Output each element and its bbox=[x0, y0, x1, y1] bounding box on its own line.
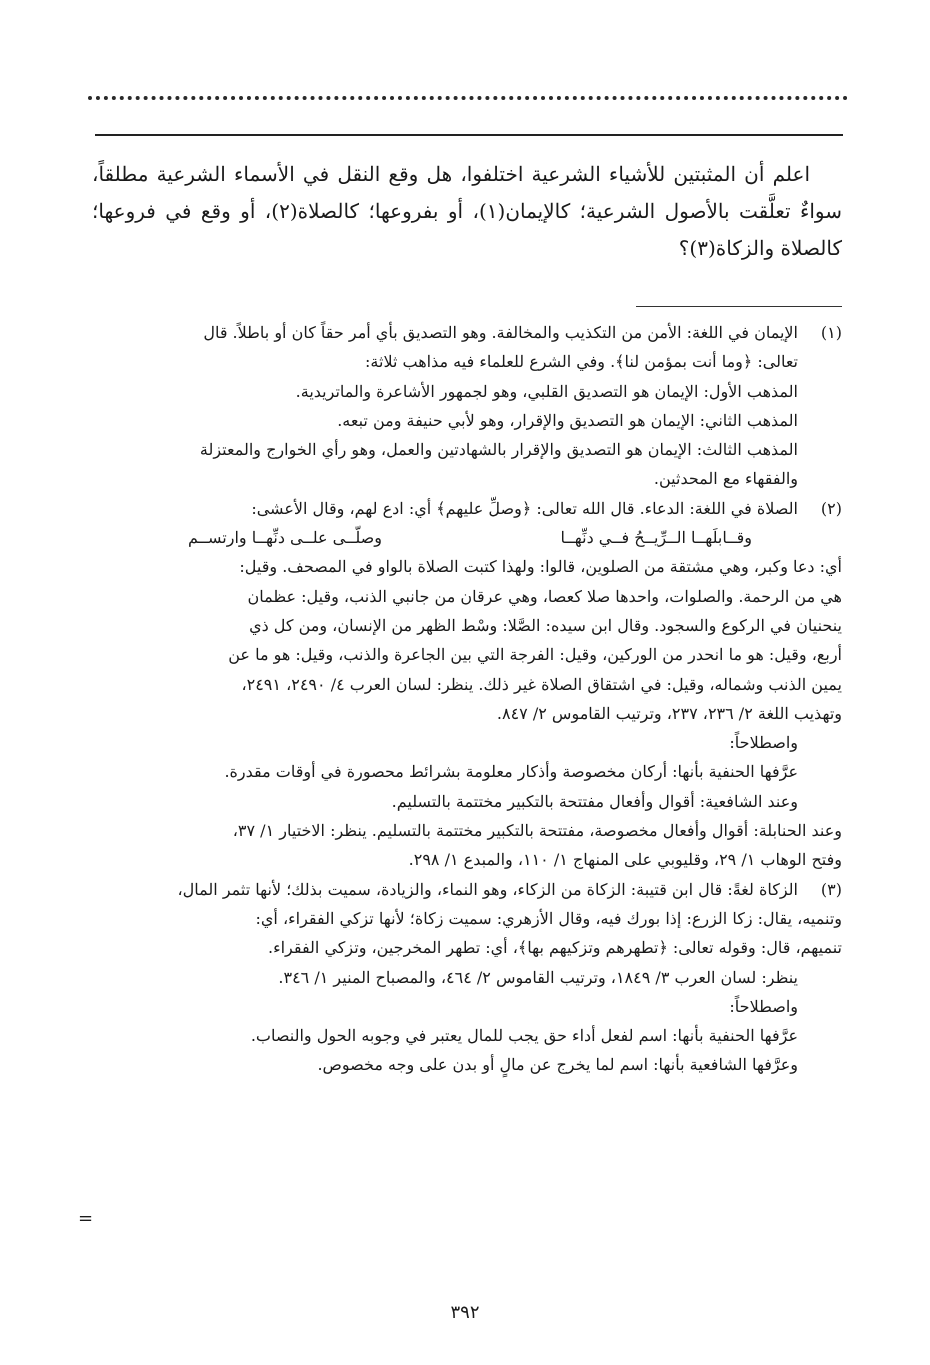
footnote-line: أي: دعا وكبر، وهي مشتقة من الصلوين، قالوا: ولهذا كتبت الصلاة بالواو في المصحف. وقيل: bbox=[239, 557, 842, 577]
verse-first-hemistich: وقــابلَهــا الــرِّيــحُ فــي دنِّهــا bbox=[560, 528, 752, 548]
footnote-line: وعند الشافعية: أقوال وأفعال مفتتحة بالتكبير مختتمة بالتسليم. bbox=[391, 791, 798, 811]
footnote-line: عرَّفها الحنفية بأنها: اسم لفعل أداء حق يجب للمال يعتبر في وجوبه الحول والنصاب. bbox=[250, 1026, 798, 1046]
footnote-line: وتنميه، يقال: زكا الزرع: إذا بورك فيه، وقال الأزهري: سميت زكاة؛ لأنها تزكي الفقراء، أي: bbox=[255, 908, 842, 928]
footnote-line: ينظر: لسان العرب ٣/ ١٨٤٩، وترتيب القاموس ٢/ ٤٦٤، والمصباح المنير ١/ ٣٤٦. bbox=[278, 967, 798, 987]
footnote-line: الصلاة في اللغة: الدعاء. قال الله تعالى: ﴿وصلِّ عليهم﴾ أي: ادع لهم، وقال الأعشى: bbox=[251, 498, 798, 518]
footnote-line: تعالى: ﴿وما أنت بمؤمن لنا﴾. وفي الشرع للعلماء فيه مذاهب ثلاثة: bbox=[365, 352, 798, 372]
footnote-2 bbox=[92, 494, 842, 523]
main-paragraph-text: اعلم أن المثبتين للأشياء الشرعية اختلفوا، هل وقع النقل في الأسماء الشرعية مطلقاً، سواءٌ تعلَّقت بالأصول الشرعية؛ كالإيمان(١)، أو بفروعها؛ كالصلاة(٢)، أو وقع في فروعها؛ كالصلاة والزكاة(٣)؟ bbox=[92, 162, 843, 260]
footnote-line: وفتح الوهاب ١/ ٢٩، وقليوبي على المنهاج ١/ ١١٠، والمبدع ١/ ٢٩٨. bbox=[408, 850, 842, 870]
footnote-line: ينحنيان في الركوع والسجود. وقال ابن سيده: الصَّلا: وسْط الظهر من الإنسان، ومن كل ذي bbox=[249, 615, 842, 635]
footnote-line: المذهب الأول: الإيمان هو التصديق القلبي، وهو لجمهور الأشاعرة والماتريدية. bbox=[295, 381, 798, 401]
footnote-number: (١) bbox=[820, 323, 842, 342]
footnote-line: واصطلاحاً: bbox=[729, 996, 798, 1016]
footnote-line: الإيمان في اللغة: الأمن من التكذيب والمخالفة. وهو التصديق بأي أمر حقاً كان أو باطلاً. قال bbox=[203, 323, 798, 342]
footnote-line: وعند الحنابلة: أقوال وأفعال مخصوصة، مفتتحة بالتكبير مختتمة بالتسليم. ينظر: الاختيار ١/ ٣٧، bbox=[232, 821, 842, 841]
footnote-line: هي من الرحمة. والصلوات، واحدها صلا كعصا، وهي عرقان من جانبي الذنب، وقيل: عظمان bbox=[247, 586, 842, 606]
footnote-rule bbox=[636, 306, 842, 307]
page-number: ٣٩٢ bbox=[450, 1302, 480, 1323]
footnote-line: المذهب الثاني: الإيمان هو التصديق والإقرار، وهو لأبي حنيفة ومن تبعه. bbox=[337, 410, 798, 430]
verse-second-hemistich: وصلّــى علــى دنِّهــا وارتســم bbox=[188, 528, 382, 548]
footnote-number: (٢) bbox=[820, 498, 842, 518]
continuation-mark: = bbox=[78, 1208, 94, 1229]
footnote-line: الزكاة لغةً: قال ابن قتيبة: الزكاة من الزكاء، وهو النماء، والزيادة، سميت بذلك؛ لأنها تثمر المال، bbox=[177, 879, 798, 899]
footnote-line: عرَّفها الحنفية بأنها: أركان مخصوصة وأذكار معلومة بشرائط محصورة في أوقات مقدرة. bbox=[224, 762, 798, 782]
footnote-3 bbox=[92, 875, 842, 904]
footnote-line: واصطلاحاً: bbox=[729, 733, 798, 753]
main-paragraph bbox=[92, 156, 842, 267]
footnote-line: يمين الذنب وشماله، وقيل: في اشتقاق الصلاة غير ذلك. ينظر: لسان العرب ٤/ ٢٤٩٠، ٢٤٩١، bbox=[241, 674, 842, 694]
footnote-number: (٣) bbox=[820, 879, 842, 899]
footnote-line: والفقهاء مع المحدثين. bbox=[653, 469, 798, 489]
poetry-verse bbox=[92, 523, 842, 552]
footnote-line: وعرَّفها الشافعية بأنها: اسم لما يخرج عن مالٍ أو بدن على وجه مخصوص. bbox=[317, 1055, 798, 1075]
footnote-line: تنميهم، قال: وقوله تعالى: ﴿تطهرهم وتزكيهم بها﴾، أي: تطهر المخرجين، وتزكي الفقراء. bbox=[267, 938, 842, 958]
footnotes bbox=[92, 318, 842, 1080]
footnote-line: أربع، وقيل: هو ما انحدر من الوركين، وقيل: الفرجة التي بين الجاعرة والذنب، وقيل: هو ما عن bbox=[228, 645, 842, 665]
footnote-line: وتهذيب اللغة ٢/ ٢٣٦، ٢٣٧، وترتيب القاموس ٢/ ٨٤٧. bbox=[496, 703, 842, 723]
footnote-1 bbox=[92, 318, 842, 494]
footnote-line: المذهب الثالث: الإيمان هو التصديق والإقرار بالشهادتين والعمل، وهو رأي الخوارج والمعتزلة bbox=[199, 440, 798, 460]
header-rule bbox=[95, 134, 843, 136]
dotted-separator bbox=[88, 96, 848, 100]
